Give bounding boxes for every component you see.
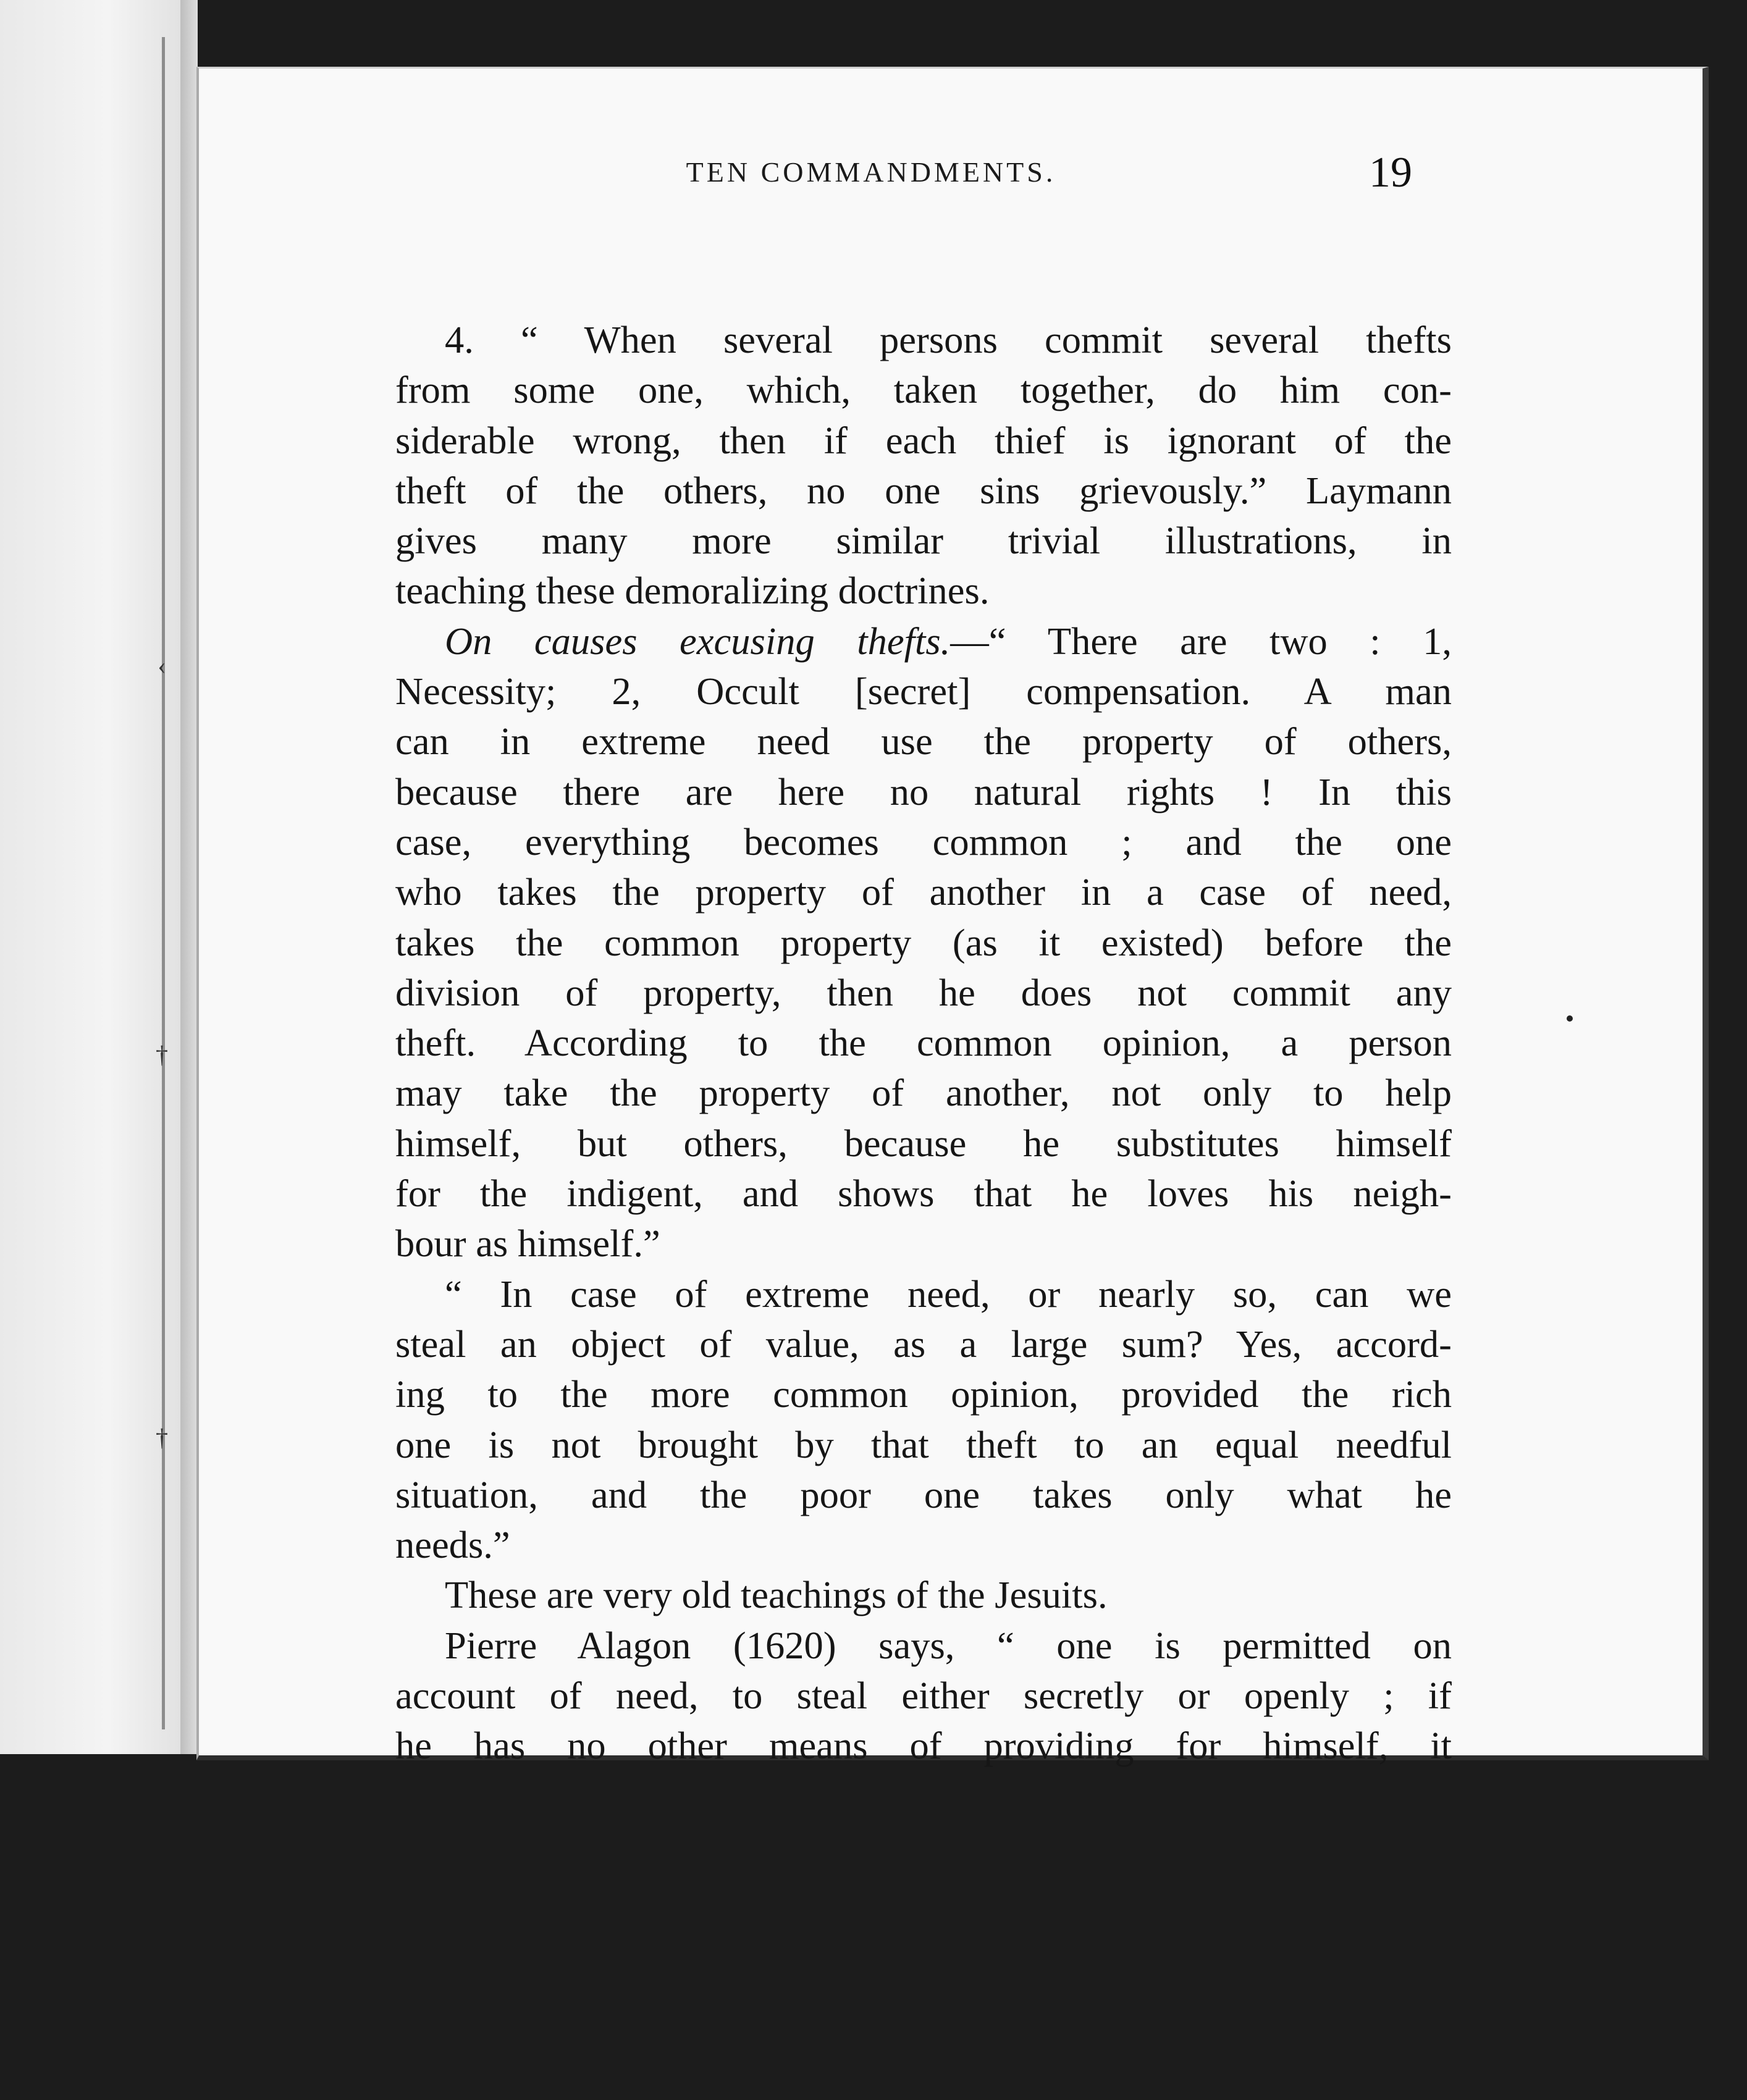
line-text: bour as himself.” — [395, 1222, 660, 1266]
line-text: can in extreme need use the property of others, — [395, 720, 1452, 763]
line-text: because there are here no natural rights ! In this — [395, 770, 1452, 813]
line-text: case, everything becomes common ; and the one — [395, 820, 1452, 863]
line-text: These are very old teachings of the Jesuits. — [445, 1573, 1108, 1617]
text-line — [395, 1470, 1452, 1520]
text-line — [395, 1520, 1452, 1570]
text-line — [395, 1319, 1452, 1369]
text-line — [395, 466, 1452, 516]
text-line — [395, 1068, 1452, 1118]
text-line — [395, 365, 1452, 415]
text-line — [395, 416, 1452, 466]
line-text: steal an object of value, as a large sum? Yes, accord- — [395, 1322, 1452, 1366]
text-line — [395, 716, 1452, 766]
line-text: himself, but others, because he substitutes himself — [395, 1121, 1452, 1165]
text-line — [395, 1169, 1452, 1219]
stitch-mark: † — [156, 1041, 168, 1069]
text-line — [395, 1119, 1452, 1169]
line-text: situation, and the poor one takes only what he — [395, 1472, 1452, 1516]
text-line — [395, 767, 1452, 817]
speck — [1567, 1015, 1573, 1022]
text-line — [395, 516, 1452, 566]
text-line — [395, 918, 1452, 968]
text-line — [395, 1269, 1452, 1319]
line-text: “ In case of extreme need, or nearly so, can we — [445, 1272, 1452, 1316]
text-line — [395, 1621, 1452, 1671]
line-text: division of property, then he does not commit any — [395, 970, 1452, 1014]
line-text: he has no other means of providing for himself, it — [395, 1724, 1452, 1768]
stitch-mark: ‹ — [158, 652, 166, 679]
italic-heading: On causes excusing thefts. — [445, 619, 951, 663]
text-line — [395, 1721, 1452, 1771]
text-line — [395, 817, 1452, 867]
book-spine — [180, 0, 198, 1754]
line-text: needs.” — [395, 1523, 510, 1567]
body-text — [395, 315, 1452, 1771]
text-line — [395, 666, 1452, 716]
text-line — [395, 616, 1452, 666]
line-text: who takes the property of another in a case of need, — [395, 870, 1452, 914]
page-number: 19 — [1369, 149, 1412, 196]
line-text: account of need, to steal either secretly or openly ; if — [395, 1674, 1452, 1718]
line-text: 4. “ When several persons commit several thefts — [445, 318, 1452, 361]
line-text: theft of the others, no one sins grievously.” Laymann — [395, 468, 1452, 512]
line-text: teaching these demoralizing doctrines. — [395, 569, 990, 613]
line-text: theft. According to the common opinion, a person — [395, 1021, 1452, 1065]
text-line — [395, 867, 1452, 917]
line-text: —“ There are two : 1, — [950, 619, 1452, 663]
line-text: Necessity; 2, Occult [secret] compensation. A man — [395, 670, 1452, 713]
text-line — [395, 315, 1452, 365]
text-line — [395, 1219, 1452, 1269]
line-text: from some one, which, taken together, do him con- — [395, 368, 1452, 412]
line-text: may take the property of another, not only to help — [395, 1071, 1452, 1115]
text-line — [395, 1420, 1452, 1470]
text-line — [395, 1369, 1452, 1419]
text-line — [395, 1570, 1452, 1620]
line-text: takes the common property (as it existed) before the — [395, 920, 1452, 964]
line-text: Pierre Alagon (1620) says, “ one is permitted on — [445, 1623, 1452, 1667]
facing-page — [0, 0, 182, 1754]
line-text: ing to the more common opinion, provided the rich — [395, 1372, 1452, 1416]
text-line — [395, 968, 1452, 1018]
line-text: for the indigent, and shows that he loves his neigh- — [395, 1172, 1452, 1216]
text-line — [395, 566, 1452, 616]
line-text: siderable wrong, then if each thief is ignorant of the — [395, 418, 1452, 462]
line-text: gives many more similar trivial illustrations, in — [395, 519, 1452, 563]
text-line — [395, 1018, 1452, 1068]
stitch-mark: † — [156, 1424, 168, 1451]
line-text: one is not brought by that theft to an equal needful — [395, 1422, 1452, 1466]
fold-line — [162, 37, 165, 1729]
text-line — [395, 1671, 1452, 1721]
running-title: TEN COMMANDMENTS. — [686, 156, 1056, 188]
